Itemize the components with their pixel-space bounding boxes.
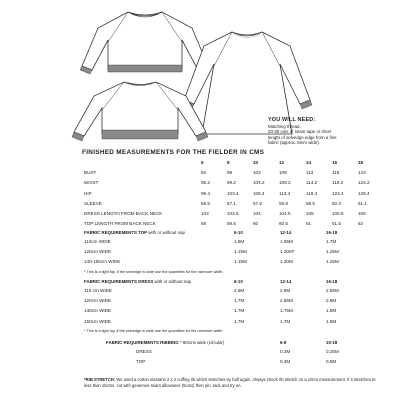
fabric-top-note: * This is a tight fay, if the selvedge is wide use the quantities for the narrower width. <box>84 269 224 274</box>
table-cell: 2.85M <box>326 288 339 293</box>
table-cell: 104.5 <box>279 210 291 216</box>
table-cell: 128.4 <box>358 190 370 196</box>
table-cell: 1.15M <box>234 249 247 255</box>
table-row <box>84 247 384 257</box>
table-cell: 108.4 <box>253 190 265 196</box>
fabric-top-title: FABRIC REQUIREMENTS TOP <box>84 230 148 235</box>
table-cell: 57.1 <box>227 200 236 206</box>
row-label: 140cm WIDE <box>84 308 112 314</box>
table-cell: 0.5M <box>326 359 337 365</box>
table-cell: 104.2 <box>253 180 265 186</box>
size-header: 16 <box>332 160 338 165</box>
table-cell: 1.7M <box>280 318 291 324</box>
table-row <box>84 306 384 316</box>
table-cell: 61.1 <box>358 200 367 206</box>
size-header: 16-18 <box>326 230 338 235</box>
you-will-need-block <box>268 117 396 146</box>
top-sketch-back <box>70 78 210 144</box>
fabric-dress-table <box>84 277 384 335</box>
table-cell: 60.3 <box>332 200 341 206</box>
you-will-need-line: fabric (approx. 5mm wide). <box>268 140 320 146</box>
table-cell: 0.4M <box>280 359 291 365</box>
size-header: 14 <box>306 160 312 165</box>
table-cell: 109.2 <box>279 180 291 186</box>
table-cell: 106 <box>358 210 366 216</box>
table-cell: 103.5 <box>227 210 239 216</box>
table-cell: 1.75M <box>280 308 293 314</box>
table-cell: 113.4 <box>279 190 291 196</box>
table-cell: 113 <box>306 170 314 176</box>
row-label: SLEEVE <box>84 200 102 206</box>
table-cell: 2.8M <box>326 298 337 304</box>
table-cell: 0.25M <box>326 349 339 354</box>
table-cell: 1.7M <box>326 239 337 244</box>
table-row <box>84 199 374 209</box>
table-cell: 108 <box>279 170 287 176</box>
table-cell: 123 <box>358 170 366 176</box>
table-cell: 99.4 <box>201 190 210 196</box>
table-cell: 103.4 <box>227 190 239 196</box>
table-cell: 2.8M <box>280 288 291 293</box>
table-cell: 94 <box>201 170 207 176</box>
table-cell: 59 <box>201 221 207 227</box>
size-header: 6-10 <box>234 230 243 235</box>
table-cell: 56.5 <box>201 200 210 206</box>
table-cell: 118.4 <box>306 190 318 196</box>
row-label: 120cm WIDE <box>84 249 112 255</box>
rib-stretch-note <box>84 377 384 388</box>
table-cell: 105 <box>306 210 314 216</box>
table-cell: 60 <box>253 221 259 227</box>
table-cell: 1.25M <box>326 249 339 255</box>
you-will-need-list <box>268 124 396 146</box>
size-header: 18 <box>358 160 364 165</box>
rib-stretch-label: *RIB STRETCH: <box>84 377 116 382</box>
you-will-need-title: YOU WILL NEED: <box>268 117 316 123</box>
size-header: 16-18 <box>326 279 338 284</box>
table-row <box>84 257 384 267</box>
size-header: 6 <box>201 160 204 165</box>
table-row <box>84 189 374 199</box>
size-header: 6-8 <box>280 340 287 345</box>
table-cell: 2.65M <box>280 298 293 304</box>
row-label: 110cm WIDE <box>84 239 111 244</box>
table-row <box>84 347 384 357</box>
you-will-need-line: Matching thread. <box>268 124 301 129</box>
table-row <box>84 178 374 188</box>
you-will-need-line: length of selvedge edge from a fine <box>268 134 337 140</box>
row-label: 140-150cm WIDE <box>84 259 121 265</box>
table-cell: 1.8M <box>326 318 337 324</box>
table-row <box>84 168 374 178</box>
rib-stretch-text: We used a cotton elastane 2 x 2 cuffing rib which stretches by half again. Always check rib stretch on a 10cm measurement. If it stretches to less than 15cms, cut with generous seam allowance (5cms) then pin, tack and try on. <box>84 377 376 388</box>
table-cell: 95.2 <box>201 180 210 186</box>
table-cell: 1.20M* <box>280 249 295 255</box>
table-row <box>84 357 384 367</box>
table-cell: 1.15M <box>234 259 247 265</box>
table-cell: 0.2M <box>280 349 291 354</box>
size-header: 12 <box>279 160 285 165</box>
table-row <box>84 209 374 219</box>
row-label: 110 cm WIDE <box>84 288 112 293</box>
row-label: DRESS LENGTH FROM BACK NECK <box>84 210 163 216</box>
measurements-table <box>84 158 374 229</box>
table-cell: 124.2 <box>358 180 370 186</box>
table-cell: 114.2 <box>306 180 318 186</box>
table-cell: 105.5 <box>332 210 344 216</box>
size-header: 10-18 <box>326 340 338 345</box>
table-cell: 1.7M <box>234 318 245 324</box>
table-cell: 98 <box>227 170 233 176</box>
table-cell: 60.5 <box>279 221 288 227</box>
row-label: 120cm WIDE <box>84 298 112 304</box>
table-cell: 2.6M <box>234 288 245 293</box>
row-label: HIP <box>84 190 92 196</box>
size-header: 6-10 <box>234 279 243 284</box>
page-title: FINISHED MEASUREMENTS FOR THE FIELDER IN CMS <box>82 149 265 156</box>
row-label: DRESS <box>136 349 152 354</box>
fabric-dress-header <box>84 277 384 286</box>
table-cell: 104 <box>253 210 261 216</box>
table-cell: 1.6M <box>234 239 245 244</box>
fabric-ribbing-table <box>84 338 384 367</box>
table-row <box>84 317 384 327</box>
row-label: 150cm WIDE <box>84 318 112 324</box>
fabric-dress-note: * This is a tight lay, if the selvedge is wide use the quantities for the narrower width. <box>84 328 224 333</box>
table-row <box>84 286 384 296</box>
table-cell: 62 <box>358 221 364 227</box>
row-label: BUST <box>84 170 97 176</box>
size-header: 12-14 <box>280 279 292 284</box>
table-cell: 61.5 <box>332 221 341 227</box>
table-cell: 59.5 <box>306 200 315 206</box>
table-cell: 1.7M <box>234 298 245 304</box>
table-cell: 59.5 <box>227 221 236 227</box>
table-cell: 118 <box>332 170 340 176</box>
fabric-top-header <box>84 228 384 237</box>
table-row <box>84 296 384 306</box>
table-row <box>84 237 384 247</box>
table-cell: 58.9 <box>279 200 288 206</box>
table-cell: 103 <box>201 210 209 216</box>
fabric-dress-title: FABRIC REQUIREMENTS DRESS <box>84 279 154 284</box>
table-cell: 1.20M <box>280 259 293 265</box>
table-cell: 1.65M <box>280 239 293 244</box>
table-cell: 99.2 <box>227 180 236 186</box>
table-cell: 1.8M <box>326 308 337 314</box>
size-header: 10 <box>253 160 259 165</box>
you-will-need-line: 20-30 cms of seam tape or short <box>268 129 332 135</box>
fabric-dress-suffix: with or without nap <box>154 279 192 284</box>
table-cell: 1.25M <box>326 259 339 265</box>
size-header: 8 <box>227 160 230 165</box>
row-label: TOP <box>136 359 146 365</box>
table-cell: 103 <box>253 170 261 176</box>
fabric-top-table <box>84 228 384 276</box>
table-cell: 123.4 <box>332 190 344 196</box>
table-cell: 57.9 <box>253 200 262 206</box>
row-label: TOP LENGTH FROM BACK NECK <box>84 221 156 227</box>
table-cell: 119.2 <box>332 180 344 186</box>
table-cell: 61 <box>306 221 312 227</box>
fabric-ribbing-suffix: * 90cms wide (circular) <box>179 340 225 345</box>
measurements-header-row <box>84 158 374 168</box>
size-header: 12-14 <box>280 230 292 235</box>
table-cell: 1.7M <box>234 308 245 314</box>
row-label: WAIST <box>84 180 99 186</box>
fabric-top-suffix: with or without nap <box>148 230 185 235</box>
fabric-ribbing-title: FABRIC REQUIREMENTS RIBBING <box>106 340 179 345</box>
fabric-ribbing-header <box>84 338 384 347</box>
